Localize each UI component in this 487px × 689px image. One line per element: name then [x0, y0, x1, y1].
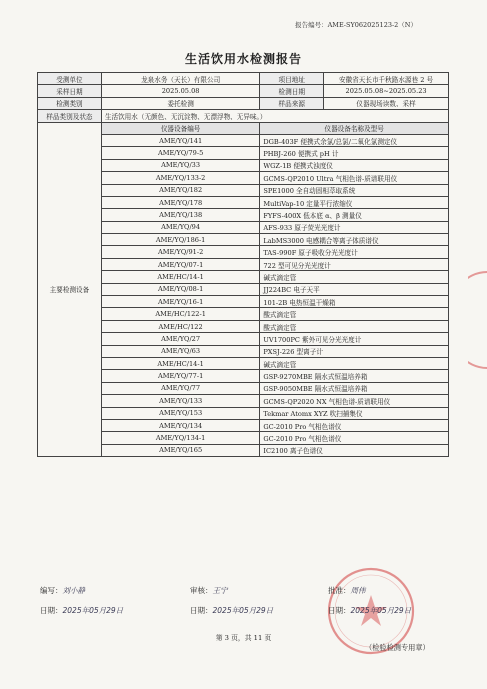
equipment-name: IC2100 离子色谱仪	[260, 444, 449, 456]
test-date-value: 2025.05.08~2025.05.23	[324, 85, 449, 97]
seal-note: （检验检测专用章）	[365, 643, 430, 652]
equipment-id: AME/YQ/133	[101, 395, 259, 407]
reviewer-label: 审核：	[190, 586, 213, 595]
equipment-id: AME/HC/14-1	[101, 271, 259, 283]
equipment-id: AME/YQ/08-1	[101, 283, 259, 295]
author-date	[40, 605, 123, 616]
reviewer-date-label: 日期：	[190, 606, 213, 615]
test-date-label: 检测日期	[260, 85, 324, 97]
date-row	[38, 85, 449, 97]
sampling-date-value: 2025.05.08	[101, 85, 259, 97]
equipment-name: GSP-9050MBE 隔水式恒温培养箱	[260, 382, 449, 394]
reviewer-date	[190, 605, 273, 616]
equipment-name: GCMS-QP2010 Ultra 气相色谱-质谱联用仪	[260, 172, 449, 184]
approver-date-label: 日期：	[328, 606, 351, 615]
equipment-name: Tekmar Atomx XYZ 吹扫捕集仪	[260, 407, 449, 419]
equipment-col-id: 仪器设备编号	[101, 122, 259, 134]
equipment-id: AME/YQ/141	[101, 134, 259, 146]
approver-date	[328, 605, 411, 616]
equipment-name: TAS-990F 原子吸收分光光度计	[260, 246, 449, 258]
equipment-id: AME/YQ/134-1	[101, 432, 259, 444]
perforation-seal-edge	[468, 270, 487, 370]
equipment-name: SPE1000 全自动固相萃取系统	[260, 184, 449, 196]
author-block	[40, 585, 85, 596]
reviewer-signature: 王宁	[212, 586, 228, 595]
equipment-id: AME/YQ/07-1	[101, 258, 259, 270]
equipment-id: AME/YQ/33	[101, 159, 259, 171]
equipment-id: AME/YQ/27	[101, 333, 259, 345]
author-date-value: 2025年05月29日	[62, 606, 124, 615]
equipment-id: AME/YQ/178	[101, 196, 259, 208]
equipment-id: AME/YQ/94	[101, 221, 259, 233]
equipment-id: AME/HC/122-1	[101, 308, 259, 320]
equipment-name: GC-2010 Pro 气相色谱仪	[260, 419, 449, 431]
equipment-id: AME/YQ/77-1	[101, 370, 259, 382]
reviewer-date-value: 2025年05月29日	[212, 606, 274, 615]
sample-desc-label: 样品类别及状态	[38, 110, 102, 122]
client-label: 受测单位	[38, 73, 102, 85]
equipment-name: GCMS-QP2020 NX 气相色谱-质谱联用仪	[260, 395, 449, 407]
author-date-label: 日期：	[40, 606, 63, 615]
author-label: 编写：	[40, 586, 63, 595]
equipment-id: AME/YQ/153	[101, 407, 259, 419]
equipment-name: LabMS3000 电感耦合等离子体质谱仪	[260, 234, 449, 246]
approver-date-value: 2025年05月29日	[350, 606, 412, 615]
equipment-id: AME/YQ/186-1	[101, 234, 259, 246]
equipment-id: AME/YQ/165	[101, 444, 259, 456]
equipment-id: AME/YQ/77	[101, 382, 259, 394]
page-title: 生活饮用水检测报告	[184, 52, 302, 66]
equipment-col-name: 仪器设备名称及型号	[260, 122, 449, 134]
equipment-name: 酸式滴定管	[260, 308, 449, 320]
equipment-id: AME/YQ/63	[101, 345, 259, 357]
reviewer-block	[190, 585, 228, 596]
approver-signature: 周伟	[350, 586, 366, 595]
equipment-name: 101-2B 电热恒温干燥箱	[260, 296, 449, 308]
author-signature: 刘小静	[62, 586, 85, 595]
info-table	[37, 72, 449, 457]
report-number: 报告编号：AME-SY062025123-2（N）	[295, 21, 417, 29]
sample-desc-value: 生活饮用水（无颜色、无沉淀物、无漂浮物、无异味。）	[101, 110, 448, 122]
equipment-name: DGB-403F 便携式余氯/总氯/二氧化氯测定仪	[260, 134, 449, 146]
equipment-name: WGZ-1B 便携式浊度仪	[260, 159, 449, 171]
equipment-name: PHBJ-260 便携式 pH 计	[260, 147, 449, 159]
equipment-id: AME/YQ/138	[101, 209, 259, 221]
client-row	[38, 73, 449, 85]
equipment-name: GSP-9270MBE 隔水式恒温培养箱	[260, 370, 449, 382]
equipment-name: UV1700PC 紫外可见分光光度计	[260, 333, 449, 345]
equipment-id: AME/YQ/182	[101, 184, 259, 196]
type-row	[38, 97, 449, 109]
equipment-name: 722 型可见分光光度计	[260, 258, 449, 270]
equipment-header-row	[38, 122, 449, 134]
equipment-name: JJ224BC 电子天平	[260, 283, 449, 295]
test-type-value: 委托检测	[101, 97, 259, 109]
equipment-id: AME/YQ/16-1	[101, 296, 259, 308]
client-value: 龙泉水务（天长）有限公司	[101, 73, 259, 85]
equipment-id: AME/YQ/79-5	[101, 147, 259, 159]
approver-block	[328, 585, 366, 596]
equipment-name: AFS-933 原子荧光光度计	[260, 221, 449, 233]
equipment-id: AME/YQ/91-2	[101, 246, 259, 258]
sample-source-label: 样品来源	[260, 97, 324, 109]
equipment-section-label: 主要检测设备	[38, 122, 102, 457]
equipment-name: FYFS-400X 低本底 α、β 测量仪	[260, 209, 449, 221]
sampling-date-label: 采样日期	[38, 85, 102, 97]
equipment-name: 酸式滴定管	[260, 320, 449, 332]
sample-desc-row	[38, 110, 449, 122]
equipment-id: AME/YQ/134	[101, 419, 259, 431]
page-number: 第 3 页，共 11 页	[215, 634, 272, 642]
equipment-id: AME/YQ/133-2	[101, 172, 259, 184]
address-label: 项目地址	[260, 73, 324, 85]
approver-label: 批准：	[328, 586, 351, 595]
equipment-name: MultiVap-10 定量平行浓缩仪	[260, 196, 449, 208]
equipment-name: 碱式滴定管	[260, 357, 449, 369]
equipment-name: GC-2010 Pro 气相色谱仪	[260, 432, 449, 444]
address-value: 安徽省天长市千秋路水源巷 2 号	[324, 73, 449, 85]
sample-source-value: 仪器现场读数、采样	[324, 97, 449, 109]
test-type-label: 检测类别	[38, 97, 102, 109]
equipment-id: AME/HC/14-1	[101, 357, 259, 369]
equipment-name: 碱式滴定管	[260, 271, 449, 283]
equipment-id: AME/HC/122	[101, 320, 259, 332]
equipment-name: PXSJ-226 型离子计	[260, 345, 449, 357]
